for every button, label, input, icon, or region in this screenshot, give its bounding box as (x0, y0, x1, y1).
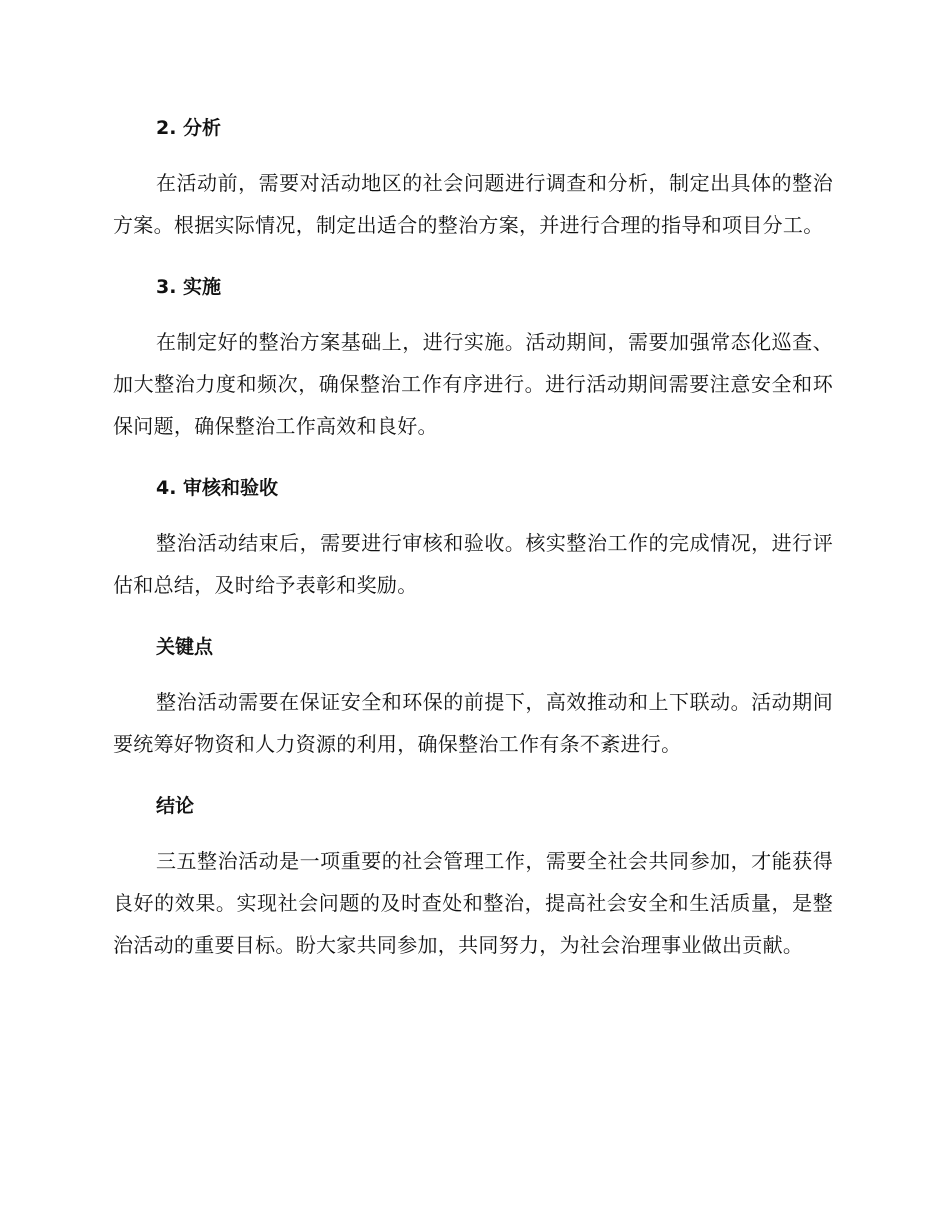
section-conclusion (113, 786, 833, 966)
section-heading: 3. 实施 (156, 276, 222, 298)
section-paragraph: 在制定好的整治方案基础上，进行实施。活动期间，需要加强常态化巡查、加大整治力度和频次，确保整治工作有序进行。进行活动期间需要注意安全和环保问题，确保整治工作高效和良好。 (113, 330, 833, 438)
section-heading: 结论 (156, 795, 195, 817)
section-key-points (113, 627, 833, 765)
section-implementation (113, 267, 833, 447)
section-paragraph: 整治活动结束后，需要进行审核和验收。核实整治工作的完成情况，进行评估和总结，及时给予表彰和奖励。 (113, 531, 833, 597)
section-paragraph: 整治活动需要在保证安全和环保的前提下，高效推动和上下联动。活动期间要统筹好物资和人力资源的利用，确保整治工作有条不紊进行。 (113, 690, 833, 756)
section-heading: 4. 审核和验收 (156, 477, 279, 499)
document-body (113, 108, 833, 987)
section-paragraph: 在活动前，需要对活动地区的社会问题进行调查和分析，制定出具体的整治方案。根据实际情况，制定出适合的整治方案，并进行合理的指导和项目分工。 (113, 171, 833, 237)
section-heading: 关键点 (156, 636, 214, 658)
section-heading: 2. 分析 (156, 117, 222, 139)
section-paragraph: 三五整治活动是一项重要的社会管理工作，需要全社会共同参加，才能获得良好的效果。实现社会问题的及时查处和整治，提高社会安全和生活质量，是整治活动的重要目标。盼大家共同参加，共同努力，为社会治理事业做出贡献。 (113, 849, 833, 957)
section-analysis (113, 108, 833, 246)
section-review (113, 468, 833, 606)
